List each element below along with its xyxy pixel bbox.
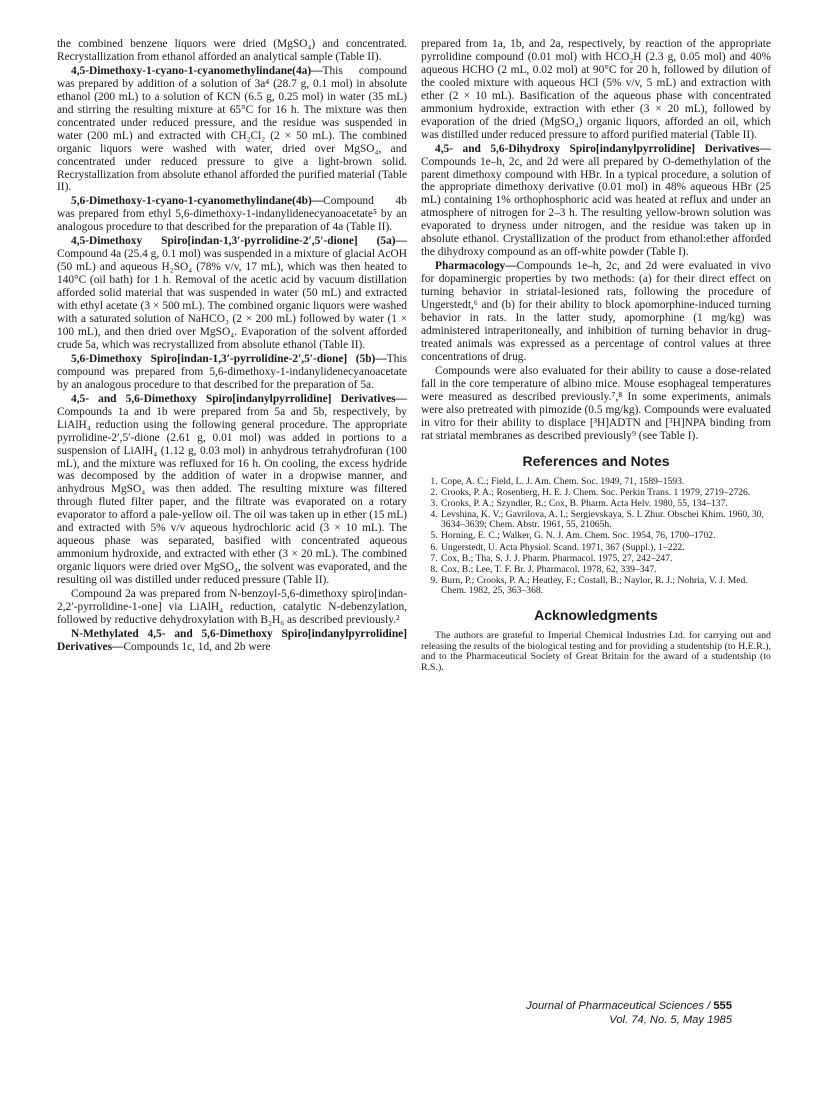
reference-item: 1. Cope, A. C.; Field, L. J. Am. Chem. Soc. 1949, 71, 1589–1593. (440, 477, 771, 488)
right-column (421, 38, 771, 673)
paragraph-heading: 4,5- and 5,6-Dihydroxy Spiro[indanylpyrrolidine] Derivatives— (435, 142, 771, 155)
paragraph (57, 588, 407, 627)
reference-item: 2. Crooks, P. A.; Rosenberg, H. E. J. Chem. Soc. Perkin Trans. 1 1979, 2719–2726. (440, 488, 771, 499)
paragraph-heading: 4,5-Dimethoxy Spiro[indan-1,3′-pyrrolidine-2′,5′-dione] (5a)— (71, 235, 407, 248)
paragraph-text: This compound was prepared by addition of a solution of 3a⁴ (28.7 g, 0.1 mol) in absolute ethanol (200 mL) to a solution of KCN (6.5 g, 0.25 mol) in water (35 mL) and stirring the resulting mixture at 65°C for 16 h. The mixture was then concentrated under reduced pressure, and the residue was suspended in water (200 mL) and extracted with CH₂Cl₂ (2 × 50 mL). The combined organic liquors were washed with water, dried over MgSO₄, and concentrated under reduced pressure to give a light-brown solid. Recrystallization from absolute ethanol afforded the purified material (Table II). (57, 64, 407, 194)
footer-issue: Vol. 74, No. 5, May 1985 (609, 1013, 732, 1026)
paragraph-text: Compound 4b was prepared from ethyl 5,6-dimethoxy-1-indanylidenecyanoacetate⁵ by an analogous procedure to that described for the preparation of 4a (Table II). (57, 195, 407, 234)
paragraph (57, 235, 407, 352)
paragraph-text: Compounds 1a and 1b were prepared from 5a and 5b, respectively, by LiAlH₄ reduction using the following general procedure. The appropriate pyrrolidine-2′,5′-dione (2.61 g, 0.01 mol) was added in portions to a suspension of LiAlH₄ (1.12 g, 0.03 mol) in anhydrous tetrahydrofuran (100 mL), and the mixture was refluxed for 16 h. On cooling, the excess hydride was decomposed by the addition of water in a dropwise manner, and anhydrous MgSO₄ was then added. The resulting mixture was filtered through fluted filter paper, and the filtrate was evaporated on a rotary evaporator to afford a pale-yellow oil. The oil was taken up in ether (15 mL) and extracted with 5% v/v aqueous hydrochloric acid (3 × 10 mL). The aqueous phase was separated, basified with concentrated aqueous ammonium hydroxide, and extracted with ether (3 × 20 mL). The combined organic liquors were dried over MgSO₄, the solvent was evaporated, and the resulting oil was distilled under reduced pressure (Table II). (57, 405, 407, 587)
paragraph-text: Compound 2a was prepared from N-benzoyl-5,6-dimethoxy spiro[indan-2,2′-pyrrolidine-1-one] via LiAlH₄ reduction, catalytic N-debenzylation, followed by reductive dehydroxylation with B₂H₆ as described previously.² (57, 588, 407, 626)
paragraph-heading: 4,5- and 5,6-Dimethoxy Spiro[indanylpyrrolidine] Derivatives— (71, 392, 407, 405)
paragraph (57, 393, 407, 587)
paragraph (421, 38, 771, 142)
reference-item: 3. Crooks, P. A.; Szyndler, R.; Cox, B. Pharm. Acta Helv. 1980, 55, 134–137. (440, 499, 771, 510)
reference-item: 8. Cox, B.; Lee, T. F. Br. J. Pharmacol. 1978, 62, 339–347. (440, 565, 771, 576)
reference-item: 9. Burn, P.; Crooks, P. A.; Heatley, F.; Costall, B.; Naylor, R. J.; Nohria, V. J. Med. Chem. 1982, 25, 363–368. (440, 576, 771, 597)
journal-name: Journal of Pharmaceutical Sciences / (526, 1000, 714, 1012)
paragraph-text: Compounds 1e–h, 2c, and 2d were evaluated in vivo for dopaminergic properties by two methods: (a) for their direct effect on turning behavior in striatal-lesioned rats, following the procedure of Ungerstedt,⁶ and (b) for their ability to block apomorphine-induced turning behavior in rats. In the latter study, apomorphine (1 mg/kg) was administered intraperitoneally, and inhibition of turning behavior in drug-treated animals was expressed as a percentage of control values at three concentrations of drug. (421, 260, 771, 363)
left-column (57, 38, 407, 654)
paragraph-text: This compound was prepared from 5,6-dimethoxy-1-indanylidenecyanoacetate by an analogous procedure to that described for the preparation of 5a. (57, 352, 407, 391)
acknowledgments-text: The authors are grateful to Imperial Chemical Industries Ltd. for carrying out and releasing the results of the biological testing and for providing a studentship (to H.E.R.), and to the Pharmaceutical Society of Great Britain for the award of a studentship (to R.S.). (421, 629, 771, 673)
paragraph (57, 628, 407, 654)
paragraph-heading: 5,6-Dimethoxy Spiro[indan-1,3′-pyrrolidine-2′,5′-dione] (5b)— (71, 352, 387, 365)
reference-item: 4. Levshina, K. V.; Gavrilova, A. I.; Sergievskaya, S. I. Zhur. Obschei Khim. 1960, 30, 3634–3639; Chem. Abstr. 1961, 55, 21065h. (440, 510, 771, 531)
paragraph-heading: 5,6-Dimethoxy-1-cyano-1-cyanomethylindane(4b)— (71, 195, 324, 208)
paragraph-heading: Pharmacology— (435, 260, 517, 273)
page-footer (526, 1000, 732, 1027)
page-number: 555 (713, 1000, 732, 1012)
acknowledgments-heading: Acknowledgments (534, 607, 658, 624)
paragraph-text: Compounds were also evaluated for their ability to cause a dose-related fall in the core temperature of albino mice. Mouse esophageal temperatures were measured as described previously.⁷,⁸ In some experiments, animals were also pretreated with pimozide (0.5 mg/kg). Compounds were evaluated in vitro for their ability to displace [³H]ADTN and [³H]NPA binding from rat striatal membranes as described previously⁹ (see Table I). (421, 364, 771, 442)
footer-journal-line (526, 1000, 732, 1014)
paragraph (57, 353, 407, 392)
paragraph (421, 260, 771, 364)
reference-item: 6. Ungerstedt, U. Acta Physiol. Scand. 1971, 367 (Suppl.), 1–222. (440, 543, 771, 554)
paragraph-heading: 4,5-Dimethoxy-1-cyano-1-cyanomethylindane(4a)— (71, 64, 323, 77)
paragraph (57, 65, 407, 195)
paragraph-text: the combined benzene liquors were dried (MgSO₄) and concentrated. Recrystallization from ethanol afforded an analytical sample (Table II). (57, 38, 407, 63)
references-heading: References and Notes (522, 452, 670, 469)
paragraph (57, 38, 407, 64)
paragraph-heading: N-Methylated 4,5- and 5,6-Dimethoxy Spiro[indanylpyrrolidine] Derivatives— (57, 627, 407, 653)
reference-item: 5. Horning, E. C.; Walker, G. N. J. Am. Chem. Soc. 1954, 76, 1700–1702. (440, 531, 771, 542)
paragraph (57, 195, 407, 234)
paragraph (421, 143, 771, 260)
paragraph-text: prepared from 1a, 1b, and 2a, respectively, by reaction of the appropriate pyrrolidine compound (0.01 mol) with HCO₂H (2.3 g, 0.05 mol) and 40% aqueous HCHO (2 mL, 0.02 mol) at 90°C for 20 h, followed by dilution of the cooled mixture with aqueous HCl (5% v/v, 5 mL) and extraction with ether (2 × 10 mL). Basification of the aqueous phase with concentrated ammonium hydroxide, extraction with ether (3 × 20 mL), followed by evaporation of the dried (MgSO₄) organic liquors, afforded an oil, which was distilled under reduced pressure to afford purified material (Table II). (421, 38, 771, 141)
paragraph (421, 365, 771, 443)
references-list (421, 477, 771, 598)
paragraph-text: Compound 4a (25.4 g, 0.1 mol) was suspended in a mixture of glacial AcOH (50 mL) and aqueous H₂SO₄ (78% v/v, 17 mL), which was then heated to 140°C (oil bath) for 1 h. Removal of the acetic acid by vacuum distillation afforded solid material that was suspended in water (50 mL) and extracted with ethyl acetate (3 × 500 mL). The combined organic liquors were washed with a saturated solution of NaHCO₃ (2 × 200 mL) followed by water (1 × 100 mL), and then dried over MgSO₄. Evaporation of the solvent afforded crude 5a, which was recrystallized from absolute ethanol (Table II). (57, 248, 407, 351)
paragraph-text: Compounds 1e–h, 2c, and 2d were all prepared by O-demethylation of the parent dimethoxy compound with HBr. In a typical procedure, a solution of the appropriate dimethoxy derivative (0.01 mol) in 48% aqueous HBr (25 mL) containing 1% orthophosphoric acid was heated at reflux and under an atmosphere of nitrogen for 2–3 h. The resulting yellow-brown solution was evaporated to dryness under nitrogen, and the residue was taken up in absolute ethanol. Crystallization of the product from ethanol:ether afforded the dihydroxy compound as an off-white powder (Table I). (421, 155, 771, 259)
paragraph-text: Compounds 1c, 1d, and 2b were (123, 640, 271, 653)
reference-item: 7. Cox, B.; Tha, S. J. J. Pharm. Pharmacol. 1975, 27, 242–247. (440, 554, 771, 565)
